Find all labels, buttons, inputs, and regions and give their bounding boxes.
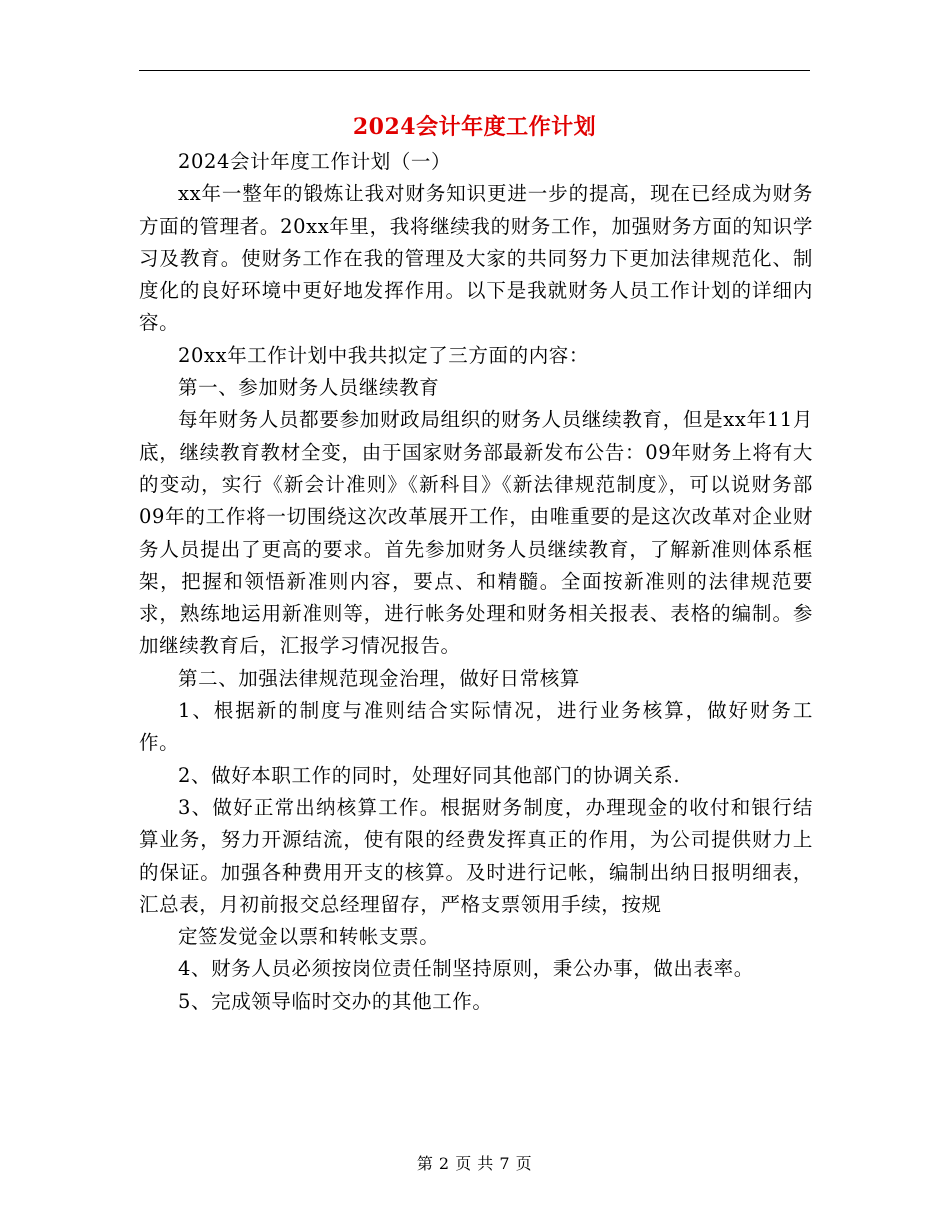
- paragraph-intro: xx年一整年的锻炼让我对财务知识更进一步的提高，现在已经成为财务方面的管理者。20xx年里，我将继续我的财务工作，加强财务方面的知识学习及教育。使财务工作在我的管理及大家的共同努力下更加法律规范化、制度化的良好环境中更好地发挥作用。以下是我就财务人员工作计划的详细内容。: [139, 182, 813, 335]
- list-item-1: 1、根据新的制度与准则结合实际情况，进行业务核算，做好财务工作。: [139, 699, 813, 755]
- paragraph-subtitle: 2024会计年度工作计划（一）: [178, 150, 452, 173]
- list-item-3-continued: 定签发觉金以票和转帐支票。: [178, 925, 440, 949]
- page-number: 第 2 页 共 7 页: [416, 1154, 533, 1173]
- section-heading-2: 第二、加强法律规范现金治理，做好日常核算: [178, 666, 581, 690]
- document-body: [139, 146, 813, 1018]
- section-heading-1: 第一、参加财务人员继续教育: [178, 376, 440, 400]
- list-item-2: 2、做好本职工作的同时，处理好同其他部门的协调关系.: [178, 763, 681, 787]
- paragraph-overview: 20xx年工作计划中我共拟定了三方面的内容：: [178, 343, 590, 367]
- document-title: 2024会计年度工作计划: [352, 114, 597, 140]
- list-item-5: 5、完成领导临时交办的其他工作。: [178, 989, 493, 1013]
- header-rule: [139, 70, 810, 71]
- list-item-3: 3、做好正常出纳核算工作。根据财务制度，办理现金的收付和银行结算业务，努力开源结流，使有限的经费发挥真正的作用，为公司提供财力上的保证。加强各种费用开支的核算。及时进行记帐，编制出纳日报明细表，汇总表，月初前报交总经理留存，严格支票领用手续，按规: [139, 795, 813, 916]
- paragraph-section-1: 每年财务人员都要参加财政局组织的财务人员继续教育，但是xx年11月底，继续教育教材全变，由于国家财务部最新发布公告：09年财务上将有大的变动，实行《新会计准则》《新科目》《新法律规范制度》，可以说财务部09年的工作将一切围绕这次改革展开工作，由唯重要的是这次改革对企业财务人员提出了更高的要求。首先参加财务人员继续教育，了解新准则体系框架，把握和领悟新准则内容，要点、和精髓。全面按新准则的法律规范要求，熟练地运用新准则等，进行帐务处理和财务相关报表、表格的编制。参加继续教育后，汇报学习情况报告。: [139, 408, 813, 658]
- list-item-4: 4、财务人员必须按岗位责任制坚持原则，秉公办事，做出表率。: [178, 957, 754, 981]
